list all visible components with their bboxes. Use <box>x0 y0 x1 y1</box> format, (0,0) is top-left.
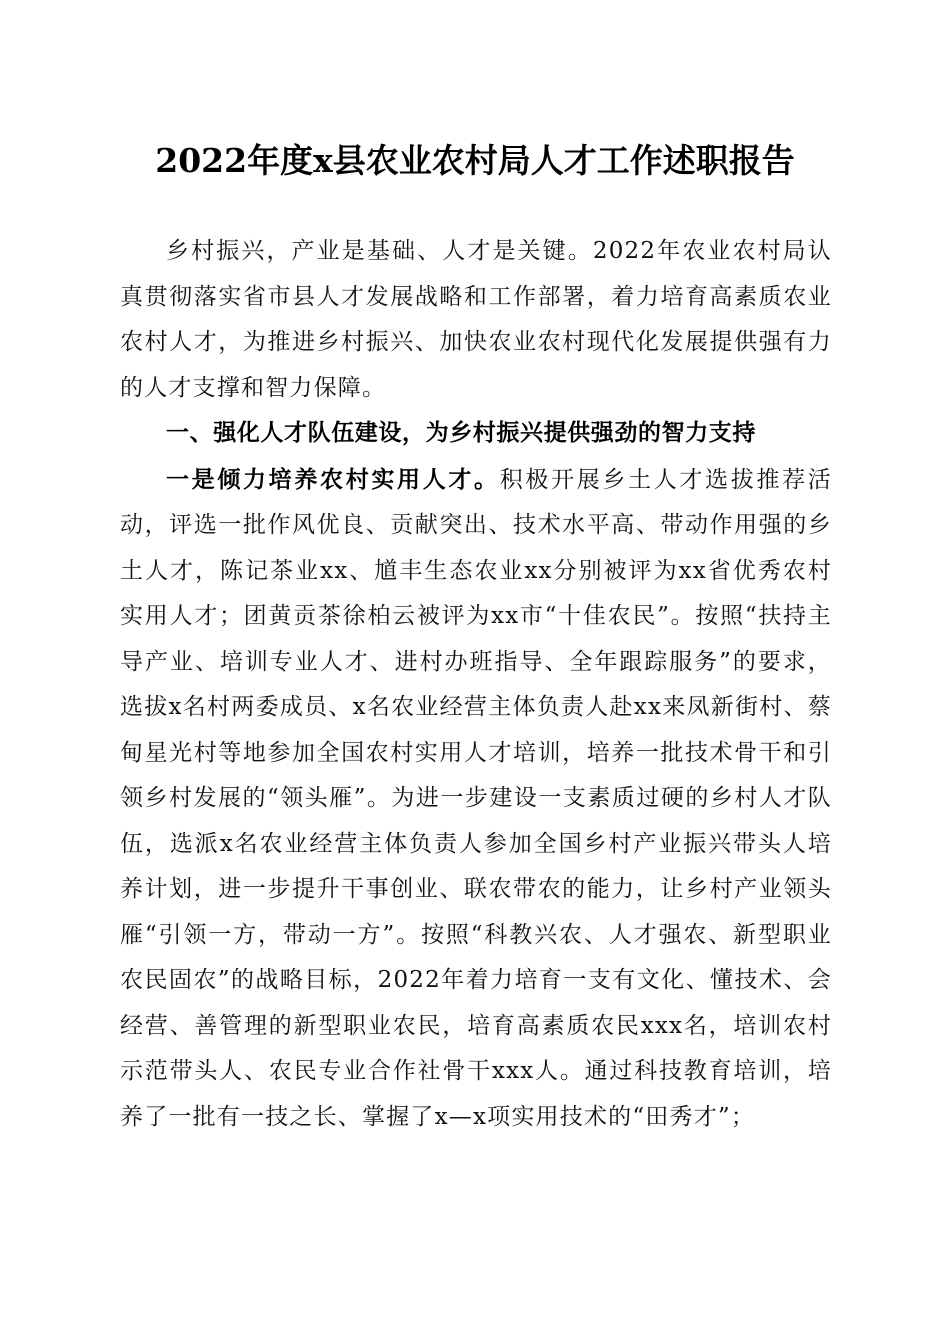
document-title: 2022年度x县农业农村局人才工作述职报告 <box>155 141 795 180</box>
section-heading: 一、强化人才队伍建设，为乡村振兴提供强劲的智力支持 <box>166 420 756 446</box>
paragraph-lead: 一是倾力培养农村实用人才。 <box>166 465 500 493</box>
body-paragraph <box>120 457 832 1141</box>
intro-paragraph: 乡村振兴，产业是基础、人才是关键。2022年农业农村局认真贯彻落实省市县人才发展战略和工作部署，着力培育高素质农业农村人才，为推进乡村振兴、加快农业农村现代化发展提供强有力的人才支撑和智力保障。 <box>120 238 832 401</box>
paragraph-text: 积极开展乡土人才选拔推荐活动，评选一批作风优良、贡献突出、技术水平高、带动作用强的乡土人才，陈记茶业xx、馗丰生态农业xx分别被评为xx省优秀农村实用人才；团黄贡茶徐柏云被评为xx市“十佳农民”。按照“扶持主导产业、培训专业人才、进村办班指导、全年跟踪服务”的要求，选拔x名村两委成员、x名农业经营主体负责人赴xx来凤新街村、蔡甸星光村等地参加全国农村实用人才培训，培养一批技术骨干和引领乡村发展的“领头雁”。为进一步建设一支素质过硬的乡村人才队伍，选派x名农业经营主体负责人参加全国乡村产业振兴带头人培养计划，进一步提升干事创业、联农带农的能力，让乡村产业领头雁“引领一方，带动一方”。按照“科教兴农、人才强农、新型职业农民固农”的战略目标，2022年着力培育一支有文化、懂技术、会经营、善管理的新型职业农民，培育高素质农民xxx名，培训农村示范带头人、农民专业合作社骨干xxx人。通过科技教育培训，培养了一批有一技之长、掌握了x—x项实用技术的“田秀才”； <box>120 466 832 1130</box>
document-body <box>120 229 832 1140</box>
